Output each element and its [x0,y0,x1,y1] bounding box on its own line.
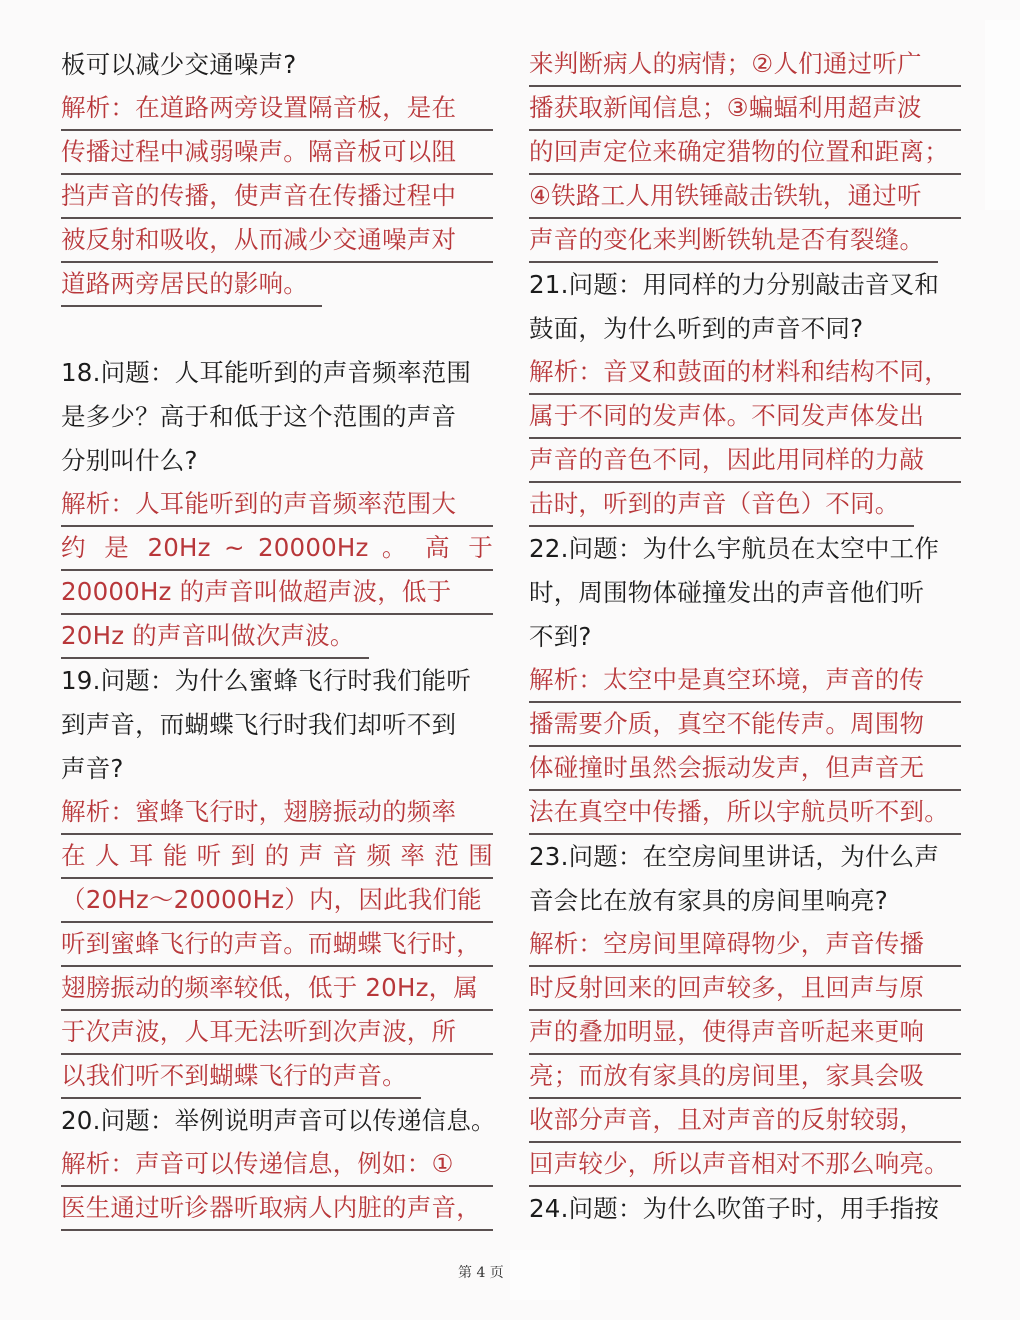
answer-line: 击时，听到的声音（音色）不同。 [529,483,914,527]
answer-line: 体碰撞时虽然会振动发声，但声音无 [529,747,961,791]
question-line: 20.问题：举例说明声音可以传递信息。 [61,1106,496,1135]
question-line: 是多少？高于和低于这个范围的声音 [61,402,457,431]
question-line: 声音? [61,754,124,783]
answer-line: （20Hz～20000Hz）内，因此我们能 [61,879,493,923]
answer-line: 播需要介质，真空不能传声。周围物 [529,703,961,747]
answer-line: 于次声波，人耳无法听到次声波，所 [61,1011,493,1055]
question-line: 22.问题：为什么宇航员在太空中工作 [529,534,940,563]
question-line: 24.问题：为什么吹笛子时，用手指按 [529,1194,940,1223]
left-column [61,43,496,1231]
right-column [529,43,961,1231]
answer-line: 收部分声音，且对声音的反射较弱， [529,1099,961,1143]
scan-artifact [510,1250,580,1300]
answer-line: 解析：音叉和鼓面的材料和结构不同， [529,351,961,395]
page-number: 第 4 页 [458,1265,504,1281]
answer-line: 解析：太空中是真空环境，声音的传 [529,659,961,703]
answer-line: ④铁路工人用铁锤敲击铁轨，通过听 [529,175,961,219]
answer-line: 属于不同的发声体。不同发声体发出 [529,395,961,439]
answer-line: 的回声定位来确定猎物的位置和距离； [529,131,961,175]
question-line: 分别叫什么? [61,446,198,475]
question-line: 19.问题：为什么蜜蜂飞行时我们能听 [61,666,472,695]
answer-line: 道路两旁居民的影响。 [61,263,322,307]
question-line: 21.问题：用同样的力分别敲击音叉和 [529,270,940,299]
answer-line: 翅膀振动的频率较低，低于 20Hz，属 [61,967,493,1011]
answer-line: 约 是 20Hz ~ 20000Hz 。 高 于 [61,527,493,571]
answer-line: 20000Hz 的声音叫做超声波，低于 [61,571,493,615]
answer-line: 解析：空房间里障碍物少，声音传播 [529,923,961,967]
scan-artifact [985,20,1020,210]
answer-line: 20Hz 的声音叫做次声波。 [61,615,369,659]
paragraph-gap [61,307,493,351]
answer-line: 医生通过听诊器听取病人内脏的声音， [61,1187,493,1231]
answer-line: 解析：声音可以传递信息，例如：① [61,1143,493,1187]
question-line: 不到? [529,622,592,651]
answer-line: 在 人 耳 能 听 到 的 声 音 频 率 范 围 [61,835,493,879]
answer-line: 来判断病人的病情；②人们通过听广 [529,43,961,87]
answer-line: 播获取新闻信息；③蝙蝠利用超声波 [529,87,961,131]
answer-line: 声的叠加明显，使得声音听起来更响 [529,1011,961,1055]
question-line: 到声音，而蝴蝶飞行时我们却听不到 [61,710,457,739]
answer-line: 以我们听不到蝴蝶飞行的声音。 [61,1055,421,1099]
answer-line: 法在真空中传播，所以宇航员听不到。 [529,791,961,835]
question-line: 板可以减少交通噪声? [61,50,297,79]
question-line: 音会比在放有家具的房间里响亮? [529,886,889,915]
answer-line: 被反射和吸收，从而减少交通噪声对 [61,219,493,263]
answer-line: 亮；而放有家具的房间里，家具会吸 [529,1055,961,1099]
question-line: 时，周围物体碰撞发出的声音他们听 [529,578,925,607]
answer-line: 声音的音色不同，因此用同样的力敲 [529,439,961,483]
question-line: 18.问题：人耳能听到的声音频率范围 [61,358,472,387]
answer-line: 声音的变化来判断铁轨是否有裂缝。 [529,219,938,263]
answer-line: 解析：蜜蜂飞行时，翅膀振动的频率 [61,791,493,835]
question-line: 23.问题：在空房间里讲话，为什么声 [529,842,940,871]
answer-line: 听到蜜蜂飞行的声音。而蝴蝶飞行时， [61,923,493,967]
answer-line: 解析：在道路两旁设置隔音板，是在 [61,87,493,131]
answer-line: 回声较少，所以声音相对不那么响亮。 [529,1143,961,1187]
question-line: 鼓面，为什么听到的声音不同? [529,314,864,343]
answer-line: 解析：人耳能听到的声音频率范围大 [61,483,493,527]
answer-line: 时反射回来的回声较多，且回声与原 [529,967,961,1011]
answer-line: 传播过程中减弱噪声。隔音板可以阻 [61,131,493,175]
answer-line: 挡声音的传播，使声音在传播过程中 [61,175,493,219]
